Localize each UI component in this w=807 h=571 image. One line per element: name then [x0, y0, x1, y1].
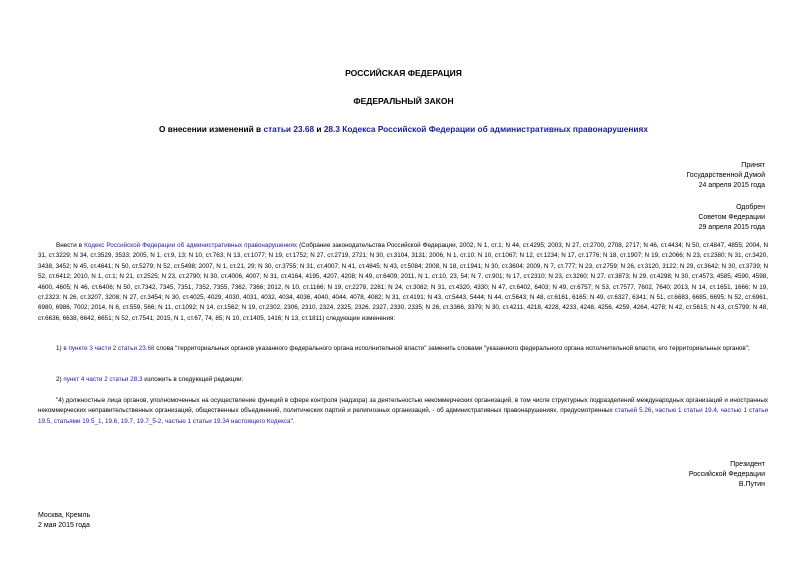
- adopted-body: Государственной Думой: [686, 172, 765, 179]
- signature-block: [689, 460, 765, 490]
- item-3-end: ".: [290, 417, 295, 425]
- separator: ,: [716, 407, 721, 415]
- item-1-number: 1): [56, 345, 64, 352]
- separator: ,: [133, 417, 137, 425]
- item-1-text: слова "территориальных органов указанного федерального органа исполнительной власти" заменить словами "указанного федерального органа исполнительной власти, его территориальных органов";: [154, 345, 750, 352]
- country-heading: РОССИЙСКАЯ ФЕДЕРАЦИЯ: [345, 68, 462, 78]
- intro-paragraph: [38, 241, 768, 324]
- intro-text: (Собрание законодательства Российской Федерации, 2002, N 1, ст.1; N 44, ст.4295; 2003, N 27, ст.2700, 2708, 2717; N 46, ст.4434; N 50, ст.4847, 4855; 2004, N 31, ст.3229; N 34, ст.3529, 3533; 2005, N 1, ст.9, 13; N 10, ст.763; N 13, ст.1077; N 19, ст.1752; N 27, ст.2719, 2721; N 30, ст.3104, 3131; 2006, N 1, ст.10; N 10, ст.1067; N 12, ст.1234; N 17, ст.1776; N 18, ст.1907; N 19, ст.2066; N 23, ст.2380; N 31, ст.3420, 3438, 3452; N 45, ст.4641; N 50, ст.5279; N 52, ст.5498; 2007, N 1, ст.21, 29; N 30, ст.3755; N 31, ст.4007; N 41, ст.4845; N 43, ст.5084; 2008, N 18, ст.1941; N 30, ст.3604; 2009, N 7, ст.777; N 23, ст.2759; N 26, ст.3120, 3122; N 29, ст.3642; N 30, ст.3739; N 52, ст.6412; 2010, N 1, ст.1; N 21, ст.2525; N 23, ст.2790; N 30, ст.4006, 4007; N 31, ст.4164, 4195, 4207, 4208; N 49, ст.6409; 2011, N 1, ст.10, 23, 54; N 7, ст.901; N 17, ст.2310; N 23, ст.3260; N 27, ст.3873; N 29, ст.4298; N 30, ст.4573, 4585, 4590, 4598, 4600, 4605; N 46, ст.6406; N 50, ст.7342, 7345, 7351, 7352, 7355, 7362, 7366; 2012, N 10, ст.1166; N 19, ст.2278, 2281; N 24, ст.3082; N 31, ст.4320, 4330; N 47, ст.6402, 6403; N 49, ст.6757; N 53, ст.7577, 7602, 7640; 2013, N 14, ст.1651, 1666; N 19, ст.2323; N 26, ст.3207, 3208; N 27, ст.3454; N 30, ст.4025, 4029, 4030, 4031, 4032, 4034, 4036, 4040, 4044, 4078, 4082; N 31, ст.4191; N 43, ст.5443, 5444; N 44, ст.5643; N 48, ст.6161, 6165; N 49, ст.6327, 6341; N 51, ст.6683, 6685, 6695; N 52, ст.6961, 6980, 6986, 7002; 2014, N 6, ст.559, 566; N 11, ст.1092; N 14, ст.1562; N 19, ст.2302, 2306, 2310, 2324, 2325, 2326, 2327, 2330, 2335; N 26, ст.3366, 3379; N 30, ст.4211, 4218, 4228, 4233, 4248, 4256, 4259, 4264, 4278; N 42, ст.5615; N 43, ст.5799; N 48, ст.6636, 6638, 6642, 6651; N 52, ст.7541; 2015, N 1, ст.67, 74, 85; N 10, ст.1405, 1416; N 13, ст.1811) следующие изменения:: [38, 242, 768, 322]
- signature-country: Российской Федерации: [688, 471, 765, 478]
- separator: ,: [117, 417, 121, 425]
- separator: ,: [101, 417, 106, 425]
- separator: ,: [50, 417, 54, 425]
- code-link[interactable]: Кодекс Российской Федерации об административных правонарушениях: [84, 242, 298, 249]
- document-title: [0, 124, 807, 134]
- link-article-19-4[interactable]: частью 1 статьи 19.4: [655, 407, 717, 415]
- link-article-19-7[interactable]: 19.7: [120, 417, 134, 425]
- adopted-label: Принят: [741, 162, 765, 169]
- title-link-article-28-3[interactable]: 28.3 Кодекса Российской Федерации об административных правонарушениях: [323, 124, 648, 134]
- intro-prefix: Внести в: [56, 242, 85, 249]
- approved-block: [698, 203, 765, 233]
- title-prefix: О внесении изменений в: [159, 124, 264, 134]
- item-1-link[interactable]: в пункте 3 части 2 статьи 23.68: [63, 345, 155, 352]
- approved-date: 29 апреля 2015 года: [698, 224, 765, 231]
- item-2-link[interactable]: пункт 4 части 2 статьи 28.3: [63, 376, 143, 383]
- footer-block: [38, 511, 90, 531]
- link-article-19-5[interactable]: частью 1 статьи 19.5: [38, 407, 769, 425]
- adopted-date: 24 апреля 2015 года: [698, 182, 765, 189]
- item-3-text: "4) должностные лица органов, уполномоченных на осуществление функций в сфере контроля (надзора) за деятельностью некоммерческих организаций, в том числе структурных подразделений международных организаций и иностранных некоммерческих неправительственных организаций, общественных объединений, политических партий и религиозных организаций, - об административных правонарушениях, предусмотренных: [38, 397, 768, 415]
- signature-name: В.Путин: [738, 481, 765, 488]
- title-mid: и: [314, 124, 324, 134]
- link-article-5-26[interactable]: статьей 5.26: [614, 407, 652, 415]
- footer-date: 2 мая 2015 года: [38, 522, 90, 529]
- approved-label: Одобрен: [736, 204, 765, 211]
- separator: ,: [651, 407, 656, 415]
- footer-place: Москва, Кремль: [38, 512, 91, 519]
- item-2-number: 2): [56, 376, 64, 383]
- link-article-19-7-5-2[interactable]: 19.7_5-2: [136, 417, 162, 425]
- separator: ,: [161, 417, 165, 425]
- link-article-19-6[interactable]: 19.6: [105, 417, 118, 425]
- item-2-text: изложить в следующей редакции:: [142, 376, 244, 383]
- signature-position: Президент: [730, 461, 765, 468]
- item-1-paragraph: [38, 344, 768, 354]
- link-article-19-34[interactable]: частью 1 статьи 19.34 настоящего Кодекса: [164, 417, 291, 425]
- title-link-article-23-68[interactable]: статьи 23.68: [263, 124, 315, 134]
- link-article-19-5-1[interactable]: статьями 19.5_1: [53, 417, 102, 425]
- adopted-block: [686, 161, 765, 191]
- item-2-paragraph: [38, 375, 768, 385]
- item-3-paragraph: [38, 396, 768, 427]
- document-type-heading: ФЕДЕРАЛЬНЫЙ ЗАКОН: [353, 96, 454, 106]
- approved-body: Советом Федерации: [698, 214, 765, 221]
